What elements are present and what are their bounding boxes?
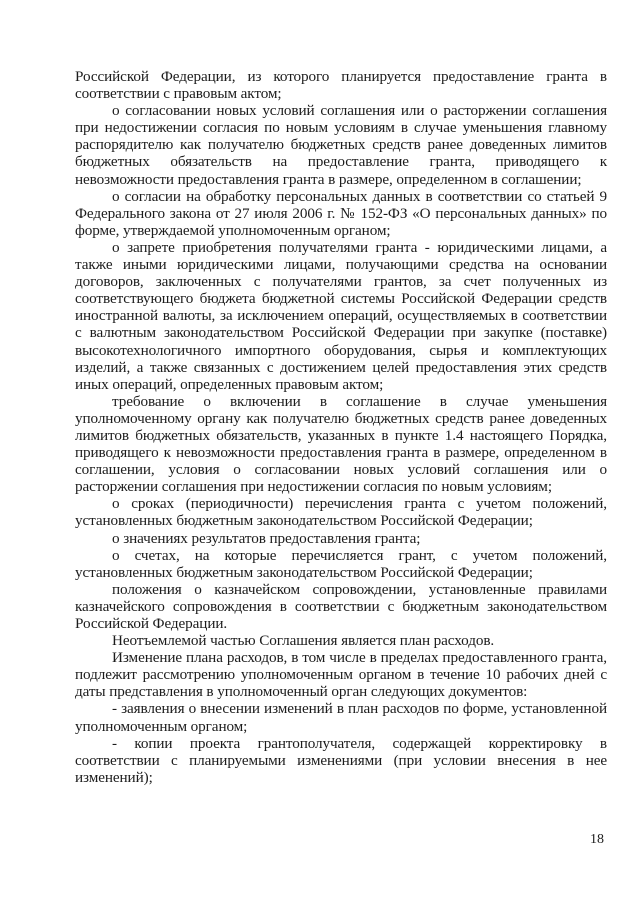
- paragraph-result-values: о значениях результатов предоставления гранта;: [112, 529, 421, 547]
- paragraph-accounts: о счетах, на которые перечисляется грант, с учетом положений, установленных бюджетным законодательством Российской Федерации;: [75, 546, 607, 581]
- paragraph-change-application: - заявления о внесении изменений в план расходов по форме, установленной уполномоченным органом;: [75, 700, 607, 735]
- document-body: [75, 68, 607, 786]
- paragraph-plan-changes: Изменение плана расходов, в том числе в пределах предоставленного гранта, подлежит рассмотрению уполномоченным органом в течение 10 рабочих дней с даты представления в уполномоченный орган следующих документов:: [75, 649, 607, 701]
- page-number: 18: [590, 832, 604, 847]
- paragraph-expense-plan: Неотъемлемой частью Соглашения является план расходов.: [112, 632, 495, 650]
- paragraph-treasury-support: положения о казначейском сопровождении, установленные правилами казначейского сопровождения в соответствии с бюджетным законодательством Российской Федерации.: [75, 580, 607, 632]
- paragraph-personal-data-consent: о согласии на обработку персональных данных в соответствии со статьей 9 Федерального закона от 27 июля 2006 г. № 152-ФЗ «О персональных данных» по форме, утверждаемой уполномоченным органом;: [75, 187, 607, 239]
- paragraph-agreement-conditions: о согласовании новых условий соглашения или о расторжении соглашения при недостижении согласия по новым условиям в случае уменьшения главному распорядителю как получателю бюджетных средств ранее доведенных лимитов бюджетных обязательств на предоставление гранта, приводящего к невозможности предоставления гранта в размере, определенном в соглашении;: [75, 102, 607, 188]
- paragraph-transfer-terms: о сроках (периодичности) перечисления гранта с учетом положений, установленных бюджетным законодательством Российской Федерации;: [75, 495, 607, 530]
- paragraph-currency-prohibition: о запрете приобретения получателями гранта - юридическими лицами, а также иными юридическими лицами, получающими средства на основании договоров, заключенных с получателями грантов, за счет полученных из соответствующего бюджета бюджетной системы Российской Федерации средств иностранной валюты, за исключением операций, осуществляемых в соответствии с валютным законодательством Российской Федерации при закупке (поставке) высокотехнологичного импортного оборудования, сырья и комплектующих изделий, а также связанных с достижением целей предоставления этих средств иных операций, определенных правовым актом;: [75, 238, 607, 393]
- paragraph-inclusion-requirement: требование о включении в соглашение в случае уменьшения уполномоченному органу как получателю бюджетных средств ранее доведенных лимитов бюджетных обязательств, указанных в пункте 1.4 настоящего Порядка, приводящего к невозможности предоставления гранта в размере, определенном в соглашении, условия о согласовании новых условий соглашения или о расторжении соглашения при недостижении согласия по новым условиям;: [75, 392, 607, 496]
- paragraph-continuation: Российской Федерации, из которого планируется предоставление гранта в соответствии с правовым актом;: [75, 68, 607, 103]
- paragraph-project-copy: - копии проекта грантополучателя, содержащей корректировку в соответствии с планируемыми изменениями (при условии внесения в нее изменений);: [75, 734, 607, 786]
